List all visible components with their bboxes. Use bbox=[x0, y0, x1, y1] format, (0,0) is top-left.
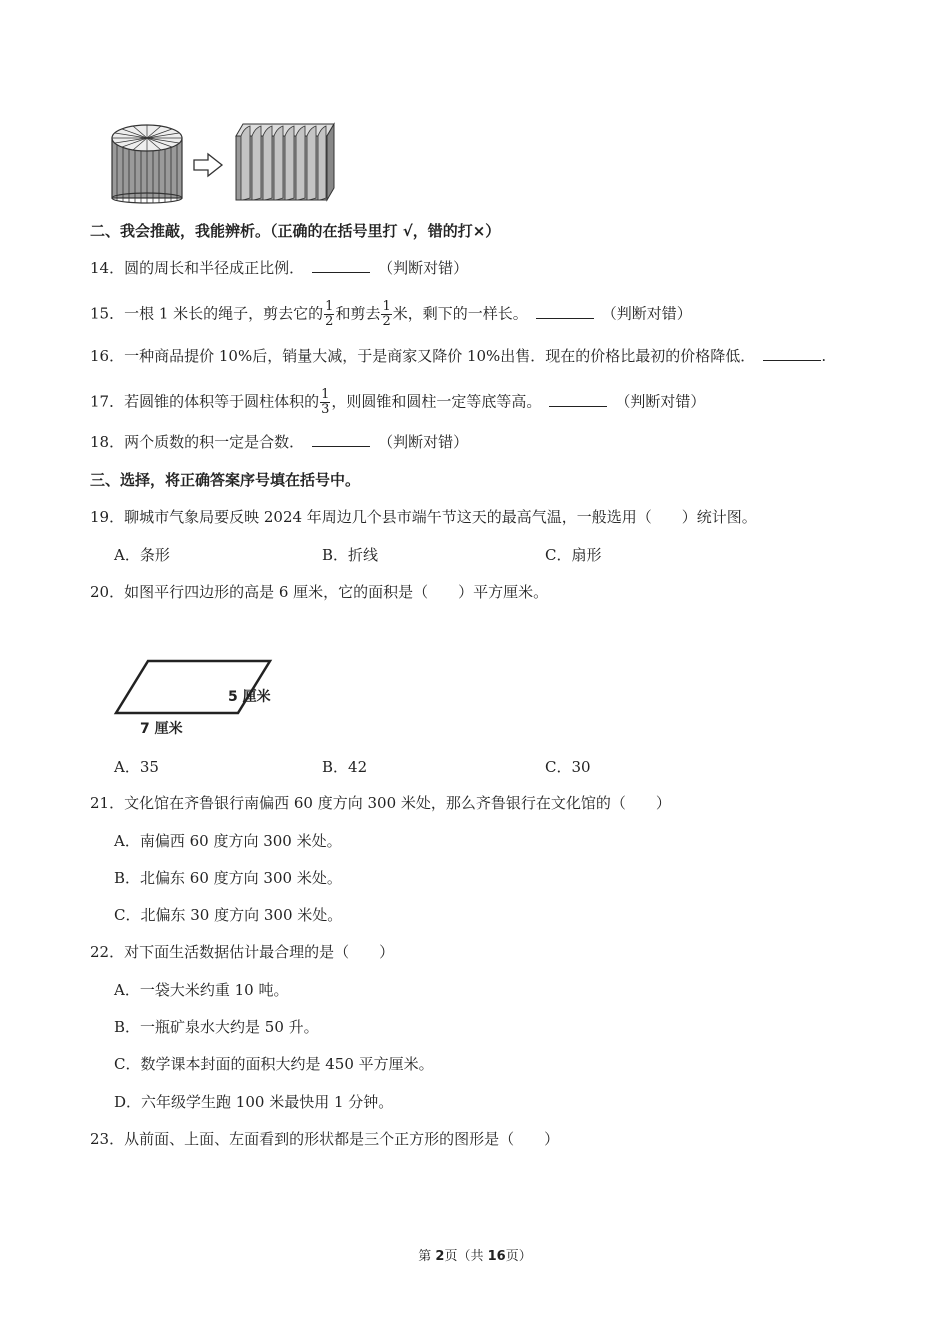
fraction-denominator: 3 bbox=[321, 402, 330, 417]
total-page-count: 16 bbox=[487, 1249, 506, 1264]
section-heading-2: 二、我会推敲，我能辨析。（正确的在括号里打 √，错的打×） bbox=[90, 222, 501, 240]
question-text: 15．一根 1 米长的绳子，剪去它的 bbox=[90, 304, 324, 323]
question-17 bbox=[90, 388, 705, 417]
option-a[interactable]: A．一袋大米约重 10 吨。 bbox=[114, 981, 289, 999]
option-c[interactable]: C．北偏东 30 度方向 300 米处。 bbox=[114, 906, 343, 924]
option-b[interactable]: B．折线 bbox=[322, 546, 379, 564]
footer-text: 第 bbox=[418, 1249, 436, 1264]
fraction bbox=[320, 388, 330, 417]
cylinder-figure bbox=[112, 125, 182, 203]
question-text: 16．一种商品提价 10%后，销量大减，于是商家又降价 10%出售．现在的价格比最初的价格降低． bbox=[90, 347, 756, 365]
fraction bbox=[381, 300, 391, 329]
cylinder-transform-figure bbox=[108, 118, 343, 204]
arrow-right-icon bbox=[194, 154, 222, 176]
answer-blank[interactable] bbox=[536, 304, 594, 319]
question-14 bbox=[90, 258, 468, 278]
current-page-number: 2 bbox=[435, 1249, 445, 1264]
footer-text: 页（共 bbox=[444, 1249, 488, 1264]
question-16 bbox=[90, 346, 826, 366]
side-length-label: 5 厘米 bbox=[228, 689, 271, 705]
section-heading-3: 三、选择，将正确答案序号填在括号中。 bbox=[90, 471, 361, 489]
answer-blank[interactable] bbox=[312, 258, 370, 273]
option-c[interactable]: C．30 bbox=[545, 758, 591, 776]
question-text: 17．若圆锥的体积等于圆柱体积的 bbox=[90, 392, 320, 411]
question-23: 23．从前面、上面、左面看到的形状都是三个正方形的图形是（ ） bbox=[90, 1130, 560, 1148]
page-footer bbox=[0, 1245, 950, 1264]
option-b[interactable]: B．北偏东 60 度方向 300 米处。 bbox=[114, 869, 342, 887]
option-b[interactable]: B．一瓶矿泉水大约是 50 升。 bbox=[114, 1018, 319, 1036]
fraction-numerator: 1 bbox=[325, 299, 334, 314]
option-c[interactable]: C．数学课本封面的面积大约是 450 平方厘米。 bbox=[114, 1055, 434, 1073]
fraction-denominator: 2 bbox=[325, 314, 334, 329]
judge-hint: （判断对错） bbox=[615, 392, 706, 411]
footer-text: 页） bbox=[505, 1249, 532, 1264]
question-text: 和剪去 bbox=[335, 304, 381, 323]
rearranged-cuboid-figure bbox=[236, 124, 334, 200]
answer-blank[interactable] bbox=[763, 346, 821, 361]
option-a[interactable]: A．条形 bbox=[114, 546, 170, 564]
option-b[interactable]: B．42 bbox=[322, 758, 368, 776]
question-20: 20．如图平行四边形的高是 6 厘米，它的面积是（ ）平方厘米。 bbox=[90, 583, 549, 601]
answer-blank[interactable] bbox=[549, 392, 607, 407]
question-21: 21．文化馆在齐鲁银行南偏西 60 度方向 300 米处，那么齐鲁银行在文化馆的（ ） bbox=[90, 794, 671, 812]
question-text: ，则圆锥和圆柱一定等底等高。 bbox=[331, 392, 542, 411]
judge-hint: （判断对错） bbox=[378, 259, 469, 277]
base-length-label: 7 厘米 bbox=[140, 721, 183, 737]
question-15 bbox=[90, 300, 692, 329]
question-22: 22．对下面生活数据估计最合理的是（ ） bbox=[90, 943, 395, 961]
fraction-numerator: 1 bbox=[382, 299, 391, 314]
question-18 bbox=[90, 432, 468, 452]
question-text: 米，剩下的一样长。 bbox=[392, 304, 528, 323]
option-d[interactable]: D．六年级学生跑 100 米最快用 1 分钟。 bbox=[114, 1093, 394, 1111]
option-a[interactable]: A．南偏西 60 度方向 300 米处。 bbox=[114, 832, 342, 850]
question-text: 14．圆的周长和半径成正比例． bbox=[90, 259, 305, 277]
answer-blank[interactable] bbox=[312, 432, 370, 447]
question-19: 19．聊城市气象局要反映 2024 年周边几个县市端午节这天的最高气温，一般选用（ ）统计图。 bbox=[90, 508, 757, 526]
option-a[interactable]: A．35 bbox=[114, 758, 159, 776]
question-text: 18．两个质数的积一定是合数． bbox=[90, 433, 305, 451]
fraction-numerator: 1 bbox=[321, 387, 330, 402]
fraction-denominator: 2 bbox=[382, 314, 391, 329]
question-end: . bbox=[821, 347, 827, 365]
judge-hint: （判断对错） bbox=[601, 304, 692, 323]
fraction bbox=[324, 300, 334, 329]
option-c[interactable]: C．扇形 bbox=[545, 546, 602, 564]
judge-hint: （判断对错） bbox=[378, 433, 469, 451]
